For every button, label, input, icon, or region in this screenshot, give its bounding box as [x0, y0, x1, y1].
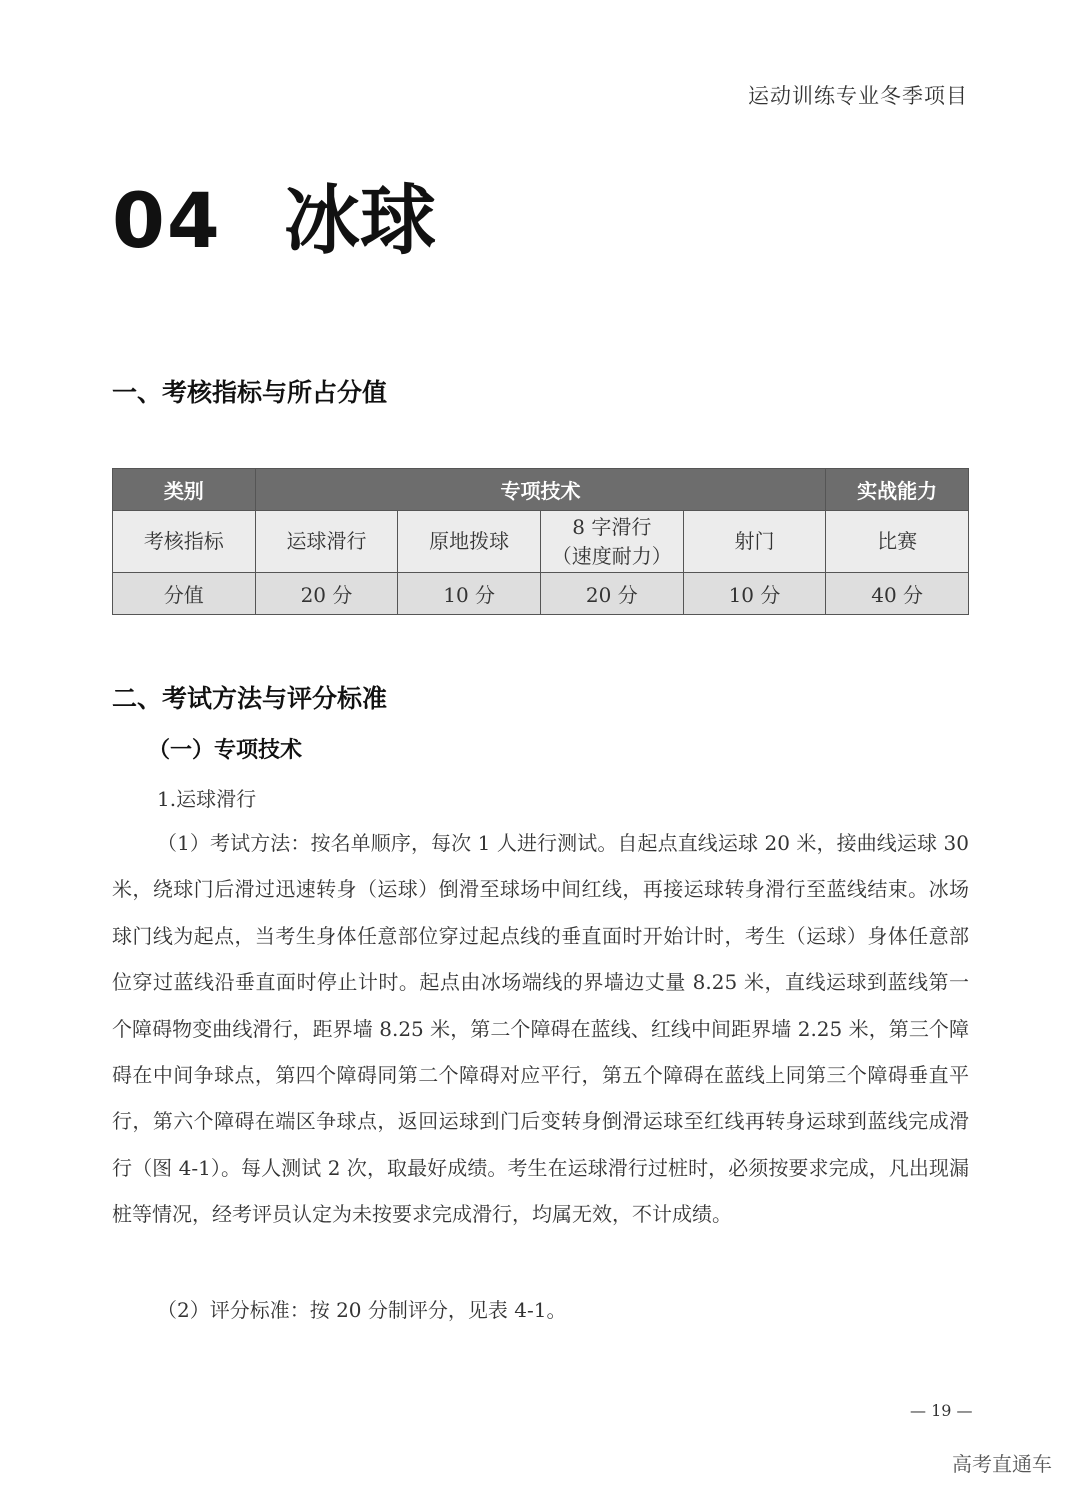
item-title-dribble-skate: 1.运球滑行: [157, 787, 257, 811]
indicator-stickhandling: 原地拨球: [398, 511, 541, 573]
table-row-indicators: [113, 511, 969, 573]
indicator-figure-eight-main: 8 字滑行: [572, 514, 652, 539]
indicator-figure-eight-sub: （速度耐力）: [551, 543, 672, 568]
indicator-label: 考核指标: [113, 511, 256, 573]
value-dribble-skate: 20 分: [255, 573, 398, 615]
chapter-number: 04: [112, 176, 222, 265]
value-shooting: 10 分: [683, 573, 826, 615]
page-number: — 19 —: [910, 1401, 973, 1420]
score-table: [112, 468, 969, 615]
paragraph-test-method: （1）考试方法：按名单顺序，每次 1 人进行测试。自起点直线运球 20 米，接曲线运球 30 米，绕球门后滑过迅速转身（运球）倒滑至球场中间红线，再接运球转身滑行至蓝线结束。冰场球门线为起点，当考生身体任意部位穿过起点线的垂直面时开始计时，考生（运球）身体任意部位穿过蓝线沿垂直面时停止计时。起点由冰场端线的界墙边丈量 8.25 米，直线运球到蓝线第一个障碍物变曲线滑行，距界墙 8.25 米，第二个障碍在蓝线、红线中间距界墙 2.25 米，第三个障碍在中间争球点，第四个障碍同第二个障碍对应平行，第五个障碍在蓝线上同第三个障碍垂直平行，第六个障碍在端区争球点，返回运球到门后变转身倒滑运球至红线再转身运球到蓝线完成滑行（图 4-1）。每人测试 2 次，取最好成绩。考生在运球滑行过桩时，必须按要求完成，凡出现漏桩等情况，经考评员认定为未按要求完成滑行，均属无效，不计成绩。: [112, 831, 969, 1227]
value-game: 40 分: [826, 573, 969, 615]
watermark: 高考直通车: [952, 1452, 1052, 1476]
table-header-row: [113, 469, 969, 511]
chapter-title: 冰球: [284, 176, 436, 265]
indicator-dribble-skate: 运球滑行: [255, 511, 398, 573]
header-technique: 专项技术: [255, 469, 826, 511]
header-combat: 实战能力: [826, 469, 969, 511]
indicator-shooting: 射门: [683, 511, 826, 573]
value-stickhandling: 10 分: [398, 573, 541, 615]
paragraph-scoring-standard: （2）评分标准：按 20 分制评分，见表 4-1。: [157, 1298, 567, 1322]
value-figure-eight: 20 分: [540, 573, 683, 615]
indicator-figure-eight: [540, 511, 683, 573]
value-label: 分值: [113, 573, 256, 615]
subsection-heading-technique: （一）专项技术: [148, 738, 303, 763]
section-heading-methods: 二、考试方法与评分标准: [112, 684, 388, 713]
header-category: 类别: [113, 469, 256, 511]
table-row-values: [113, 573, 969, 615]
running-header: 运动训练专业冬季项目: [748, 84, 968, 108]
indicator-game: 比赛: [826, 511, 969, 573]
section-heading-indicators: 一、考核指标与所占分值: [112, 378, 388, 407]
chapter-heading: [112, 160, 436, 269]
